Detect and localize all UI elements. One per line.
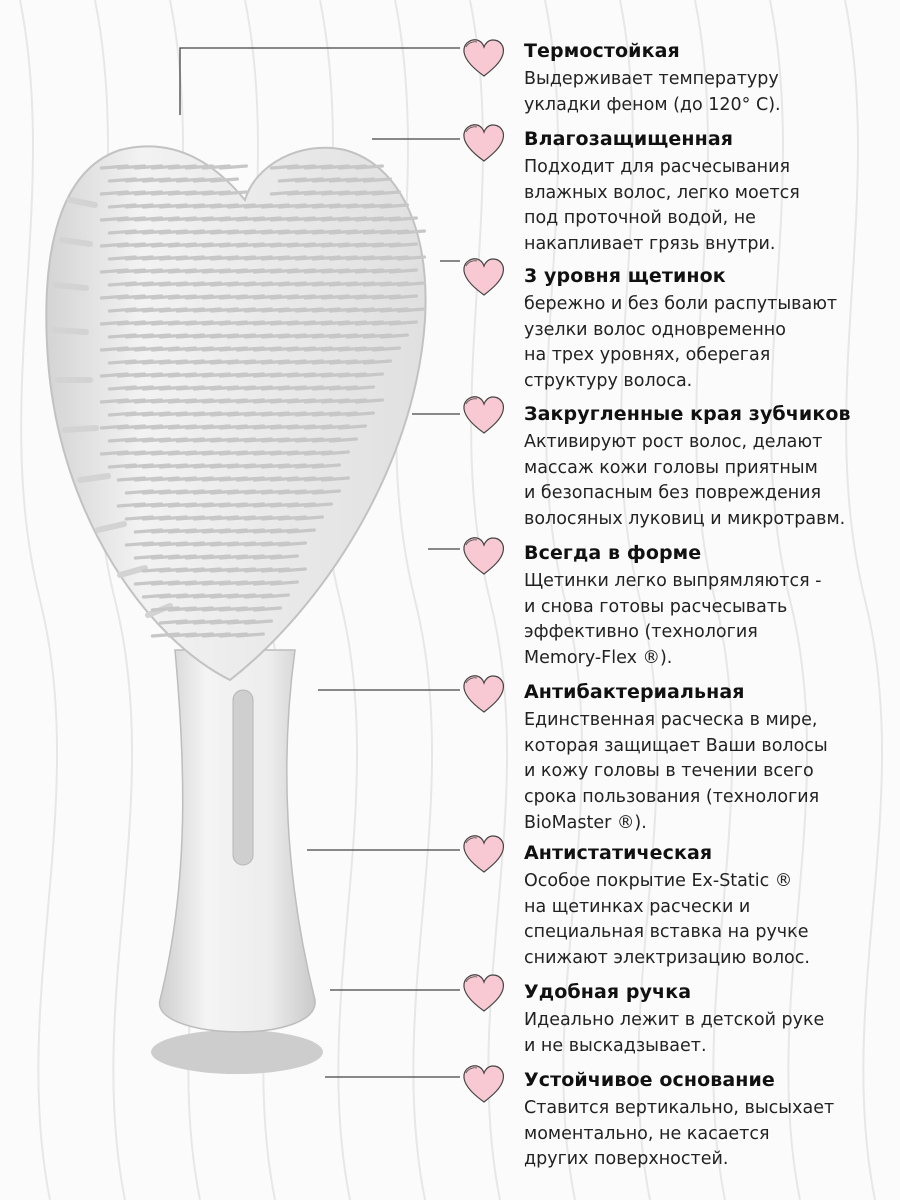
feature-title: Антистатическая: [524, 842, 713, 864]
heart-icon: [460, 394, 508, 436]
heart-icon: [460, 972, 508, 1014]
feature-title: Удобная ручка: [524, 981, 692, 1003]
feature-title: Влагозащищенная: [524, 128, 734, 150]
feature-description: Ставится вертикально, высыхает моментально, не касается других поверхностей.: [524, 1098, 835, 1170]
feature-description: Активируют рост волос, делают массаж кожи головы приятным и безопасным без повреждения волосяных луковиц и микротравм.: [524, 432, 846, 530]
feature-description: Щетинки легко выпрямляются - и снова готовы расчесывать эффективно (технология Memory-Flex ®).: [524, 571, 822, 669]
feature-title: 3 уровня щетинок: [524, 265, 726, 287]
heart-icon: [460, 122, 508, 164]
feature-description: Подходит для расчесывания влажных волос, легко моется под проточной водой, не накапливает грязь внутри.: [524, 157, 800, 255]
feature-description: Единственная расческа в мире, которая защищает Ваши волосы и кожу головы в течении всего срока пользования (технология BioMaster ®).: [524, 710, 828, 833]
heart-icon: [460, 37, 508, 79]
heart-icon: [460, 833, 508, 875]
feature-title: Устойчивое основание: [524, 1069, 775, 1091]
feature-title: Закругленные края зубчиков: [524, 403, 851, 425]
feature-description: Выдерживает температуру укладки феном (до 120° C).: [524, 69, 781, 115]
feature-description: бережно и без боли распутывают узелки волос одновременно на трех уровнях, оберегая структуру волоса.: [524, 294, 838, 392]
heart-icon: [460, 1063, 508, 1105]
feature-title: Термостойкая: [524, 40, 680, 62]
feature-description: Особое покрытие Ex-Static ® на щетинках расчески и специальная вставка на ручке снижают электризацию волос.: [524, 871, 810, 969]
feature-title: Антибактериальная: [524, 681, 745, 703]
leader-line: [180, 48, 460, 115]
feature-title: Всегда в форме: [524, 542, 702, 564]
heart-icon: [460, 535, 508, 577]
feature-description: Идеально лежит в детской руке и не выскадзывает.: [524, 1010, 825, 1056]
heart-icon: [460, 256, 508, 298]
heart-icon: [460, 673, 508, 715]
